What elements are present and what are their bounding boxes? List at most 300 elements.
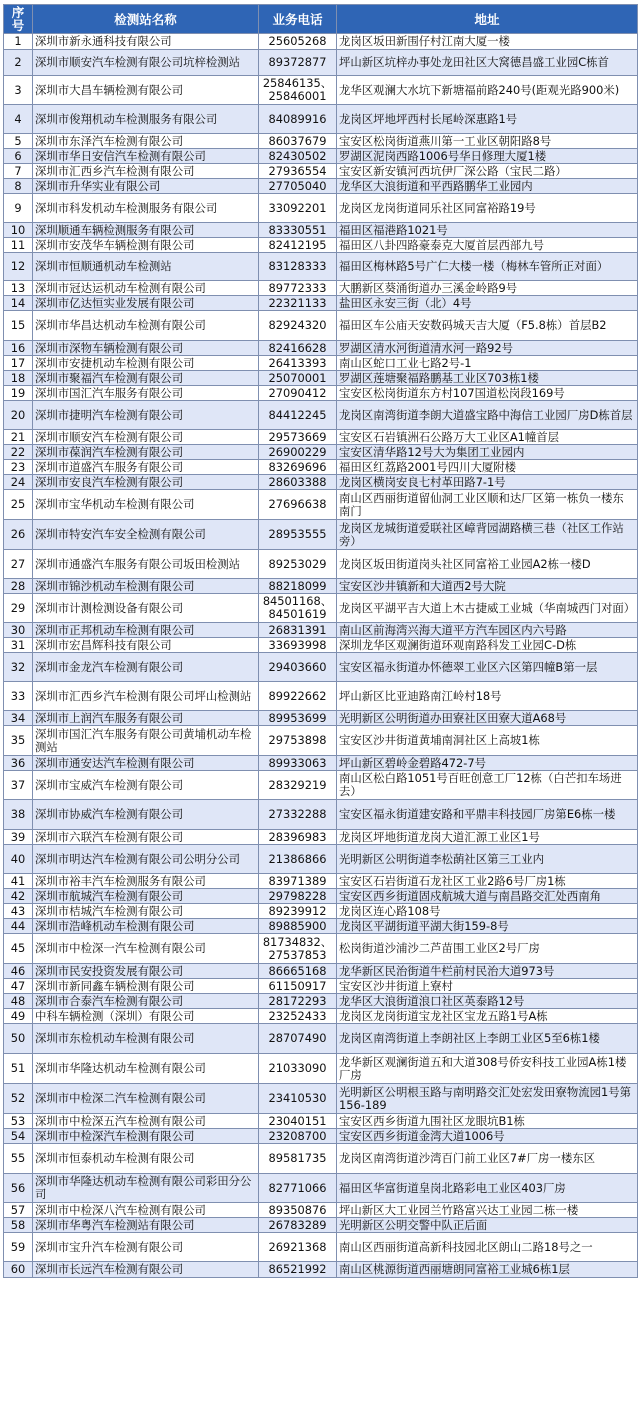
table-row	[4, 430, 638, 445]
row-index: 6	[4, 149, 33, 164]
station-address: 坪山新区坑梓办事处龙田社区大窝德昌盛工业园C栋首	[337, 50, 638, 76]
header-index: 序号	[4, 5, 33, 34]
table-row	[4, 401, 638, 430]
station-name: 深圳市正邦机动车检测有限公司	[33, 623, 259, 638]
row-index: 51	[4, 1054, 33, 1084]
station-name: 深圳市东泽汽车检测有限公司	[33, 134, 259, 149]
station-name: 深圳市裕丰汽车检测服务有限公司	[33, 874, 259, 889]
table-row	[4, 874, 638, 889]
station-name: 中科车辆检测（深圳）有限公司	[33, 1009, 259, 1024]
station-address: 罗湖区莲塘聚福路鹏基工业区703栋1楼	[337, 371, 638, 386]
station-address: 龙岗区龙岗街道宝龙社区宝龙五路1号A栋	[337, 1009, 638, 1024]
table-row	[4, 1174, 638, 1203]
row-index: 43	[4, 904, 33, 919]
phone-number: 26921368	[259, 1233, 337, 1262]
station-name: 深圳市宝升汽车检测有限公司	[33, 1233, 259, 1262]
phone-number: 23208700	[259, 1129, 337, 1144]
phone-number: 29573669	[259, 430, 337, 445]
row-index: 54	[4, 1129, 33, 1144]
station-name: 深圳市安茂华车辆检测有限公司	[33, 238, 259, 253]
row-index: 23	[4, 460, 33, 475]
row-index: 13	[4, 281, 33, 296]
row-index: 59	[4, 1233, 33, 1262]
row-index: 29	[4, 594, 33, 623]
phone-number: 61150917	[259, 979, 337, 994]
station-address: 宝安区福永街道办怀德翠工业区六区第四幢B第一层	[337, 653, 638, 682]
station-address: 福田区车公庙天安数码城天吉大厦（F5.8栋）首层B2	[337, 311, 638, 341]
row-index: 30	[4, 623, 33, 638]
header-phone: 业务电话	[259, 5, 337, 34]
table-row	[4, 845, 638, 874]
table-row	[4, 711, 638, 726]
phone-number: 26831391	[259, 623, 337, 638]
row-index: 49	[4, 1009, 33, 1024]
station-name: 深圳市聚福汽车检测有限公司	[33, 371, 259, 386]
row-index: 42	[4, 889, 33, 904]
station-name: 深圳市浩峰机动车检测有限公司	[33, 919, 259, 934]
station-address: 宝安区松岗街道东方村107国道松岗段169号	[337, 386, 638, 401]
station-address: 宝安区石岩街道石龙社区工业2路6号厂房1栋	[337, 874, 638, 889]
station-address: 南山区西丽街道高新科技园北区朗山二路18号之一	[337, 1233, 638, 1262]
row-index: 12	[4, 253, 33, 281]
table-row	[4, 1218, 638, 1233]
phone-number: 28953555	[259, 520, 337, 550]
row-index: 53	[4, 1114, 33, 1129]
table-row	[4, 800, 638, 830]
station-address: 罗湖区泥岗西路1006号华日修理大厦1楼	[337, 149, 638, 164]
phone-number: 84089916	[259, 105, 337, 134]
phone-number: 86037679	[259, 134, 337, 149]
row-index: 56	[4, 1174, 33, 1203]
station-name: 深圳市明达汽车检测有限公司公明分公司	[33, 845, 259, 874]
station-address: 宝安区西乡街道固戍航城大道与南昌路交汇处西南角	[337, 889, 638, 904]
table-row	[4, 682, 638, 711]
table-row	[4, 1084, 638, 1114]
station-address: 宝安区福永街道建安路和平鼎丰科技园厂房第E6栋一楼	[337, 800, 638, 830]
station-address: 福田区梅林路5号广仁大楼一楼（梅林车管所正对面）	[337, 253, 638, 281]
row-index: 8	[4, 179, 33, 194]
table-row	[4, 994, 638, 1009]
phone-number: 25846135、25846001	[259, 76, 337, 105]
row-index: 2	[4, 50, 33, 76]
phone-number: 25605268	[259, 34, 337, 50]
table-row	[4, 520, 638, 550]
station-address: 龙岗区横岗安良七村革田路7-1号	[337, 475, 638, 490]
table-row	[4, 296, 638, 311]
row-index: 41	[4, 874, 33, 889]
row-index: 5	[4, 134, 33, 149]
row-index: 40	[4, 845, 33, 874]
station-name: 深圳顺通车辆检测服务有限公司	[33, 223, 259, 238]
table-row	[4, 445, 638, 460]
station-address: 南山区松白路1051号百旺创意工厂12栋（白芒扣车场进去）	[337, 771, 638, 800]
phone-number: 27705040	[259, 179, 337, 194]
table-row	[4, 653, 638, 682]
station-address: 坪山新区比亚迪路南江岭村18号	[337, 682, 638, 711]
station-name: 深圳市民安投资发展有限公司	[33, 964, 259, 979]
row-index: 28	[4, 579, 33, 594]
phone-number: 89581735	[259, 1144, 337, 1174]
station-address: 盐田区永安三街（北）4号	[337, 296, 638, 311]
station-address: 南山区蛇口工业七路2号-1	[337, 356, 638, 371]
station-address: 光明新区公明根玉路与南明路交汇处宏发田寮物流园1号第156-189	[337, 1084, 638, 1114]
table-row	[4, 726, 638, 756]
table-row	[4, 281, 638, 296]
table-row	[4, 356, 638, 371]
row-index: 26	[4, 520, 33, 550]
table-header-row	[4, 5, 638, 34]
table-row	[4, 149, 638, 164]
row-index: 55	[4, 1144, 33, 1174]
station-name: 深圳市恒泰机动车检测有限公司	[33, 1144, 259, 1174]
phone-number: 82924320	[259, 311, 337, 341]
station-name: 深圳市冠达运机动车检测有限公司	[33, 281, 259, 296]
station-name: 深圳市上润汽车服务有限公司	[33, 711, 259, 726]
table-row	[4, 638, 638, 653]
phone-number: 82430502	[259, 149, 337, 164]
row-index: 9	[4, 194, 33, 223]
row-index: 44	[4, 919, 33, 934]
phone-number: 23040151	[259, 1114, 337, 1129]
row-index: 7	[4, 164, 33, 179]
row-index: 18	[4, 371, 33, 386]
station-address: 龙华区观澜大水坑下新塘福前路240号(距观光路900米)	[337, 76, 638, 105]
station-address: 龙岗区南湾街道沙湾百门前工业区7#厂房一楼东区	[337, 1144, 638, 1174]
row-index: 25	[4, 490, 33, 520]
row-index: 16	[4, 341, 33, 356]
station-name: 深圳市中检深五汽车检测有限公司	[33, 1114, 259, 1129]
station-address: 龙岗区龙城街道爱联社区嶂背园湖路横三巷（社区工作站旁）	[337, 520, 638, 550]
table-row	[4, 238, 638, 253]
phone-number: 33693998	[259, 638, 337, 653]
table-row	[4, 979, 638, 994]
station-name: 深圳市通安达汽车检测有限公司	[33, 756, 259, 771]
table-row	[4, 904, 638, 919]
table-row	[4, 34, 638, 50]
station-address: 罗湖区清水河街道清水河一路92号	[337, 341, 638, 356]
station-name: 深圳市科发机动车检测服务有限公司	[33, 194, 259, 223]
station-name: 深圳市合泰汽车检测有限公司	[33, 994, 259, 1009]
row-index: 21	[4, 430, 33, 445]
station-address: 光明新区公明街道李松蓢社区第三工业内	[337, 845, 638, 874]
table-row	[4, 475, 638, 490]
phone-number: 82416628	[259, 341, 337, 356]
phone-number: 89239912	[259, 904, 337, 919]
station-name: 深圳市长远汽车检测有限公司	[33, 1262, 259, 1278]
phone-number: 89253029	[259, 550, 337, 579]
table-row	[4, 579, 638, 594]
station-address: 福田区红荔路2001号四川大厦附楼	[337, 460, 638, 475]
phone-number: 28172293	[259, 994, 337, 1009]
phone-number: 23410530	[259, 1084, 337, 1114]
table-row	[4, 386, 638, 401]
phone-number: 29753898	[259, 726, 337, 756]
station-address: 龙岗区连心路108号	[337, 904, 638, 919]
station-address: 大鹏新区葵涌街道办三溪金岭路9号	[337, 281, 638, 296]
station-address: 光明新区公明交警中队正后面	[337, 1218, 638, 1233]
station-name: 深圳市华隆达机动车检测有限公司	[33, 1054, 259, 1084]
station-address: 坪山新区碧岭金碧路472-7号	[337, 756, 638, 771]
station-address: 福田区福港路1021号	[337, 223, 638, 238]
station-name: 深圳市航城汽车检测有限公司	[33, 889, 259, 904]
station-name: 深圳市道盛汽车服务有限公司	[33, 460, 259, 475]
station-address: 龙岗区坂田新围仔村江南大厦一楼	[337, 34, 638, 50]
station-name: 深圳市金龙汽车检测有限公司	[33, 653, 259, 682]
station-name: 深圳市桔城汽车检测有限公司	[33, 904, 259, 919]
station-address: 宝安区沙井街道黄埔南洞社区上高坡1栋	[337, 726, 638, 756]
phone-number: 26783289	[259, 1218, 337, 1233]
station-name: 深圳市升华实业有限公司	[33, 179, 259, 194]
station-address: 宝安区石岩镇洲石公路万大工业区A1幢首层	[337, 430, 638, 445]
station-address: 宝安区西乡街道九围社区龙眼坑B1栋	[337, 1114, 638, 1129]
phone-number: 28396983	[259, 830, 337, 845]
station-address: 松岗街道沙浦沙二芦苗围工业区2号厂房	[337, 934, 638, 964]
row-index: 52	[4, 1084, 33, 1114]
row-index: 31	[4, 638, 33, 653]
table-row	[4, 550, 638, 579]
row-index: 19	[4, 386, 33, 401]
phone-number: 33092201	[259, 194, 337, 223]
phone-number: 89885900	[259, 919, 337, 934]
table-row	[4, 1262, 638, 1278]
station-name: 深圳市协威汽车检测有限公司	[33, 800, 259, 830]
station-address: 宝安区西乡街道金湾大道1006号	[337, 1129, 638, 1144]
table-row	[4, 50, 638, 76]
station-name: 深圳市宝华机动车检测有限公司	[33, 490, 259, 520]
station-address: 宝安区松岗街道燕川第一工业区朝阳路8号	[337, 134, 638, 149]
table-row	[4, 594, 638, 623]
table-row	[4, 1009, 638, 1024]
row-index: 45	[4, 934, 33, 964]
phone-number: 89772333	[259, 281, 337, 296]
station-name: 深圳市安良汽车检测有限公司	[33, 475, 259, 490]
station-name: 深圳市宝威汽车检测有限公司	[33, 771, 259, 800]
table-row	[4, 964, 638, 979]
station-name: 深圳市汇西乡汽车检测有限公司坪山检测站	[33, 682, 259, 711]
phone-number: 28603388	[259, 475, 337, 490]
phone-number: 81734832、27537853	[259, 934, 337, 964]
station-address: 龙华区大浪街道浪口社区英泰路12号	[337, 994, 638, 1009]
table-row	[4, 134, 638, 149]
phone-number: 25070001	[259, 371, 337, 386]
row-index: 35	[4, 726, 33, 756]
row-index: 57	[4, 1203, 33, 1218]
row-index: 27	[4, 550, 33, 579]
station-name: 深圳市宏昌辉科技有限公司	[33, 638, 259, 653]
phone-number: 26900229	[259, 445, 337, 460]
phone-number: 23252433	[259, 1009, 337, 1024]
station-address: 福田区华富街道皇岗北路彩电工业区403厂房	[337, 1174, 638, 1203]
station-address: 南山区桃源街道西丽塘朗同富裕工业城6栋1层	[337, 1262, 638, 1278]
table-row	[4, 164, 638, 179]
station-table-wrapper	[3, 4, 637, 1278]
phone-number: 22321133	[259, 296, 337, 311]
station-address: 龙岗区南湾街道上李朗社区上李朗工业区5至6栋1楼	[337, 1024, 638, 1054]
station-name: 深圳市汇西乡汽车检测有限公司	[33, 164, 259, 179]
table-row	[4, 460, 638, 475]
table-row	[4, 76, 638, 105]
row-index: 39	[4, 830, 33, 845]
table-row	[4, 934, 638, 964]
station-name: 深圳市国汇汽车服务有限公司	[33, 386, 259, 401]
station-name: 深圳市华日安信汽车检测有限公司	[33, 149, 259, 164]
phone-number: 84501168、84501619	[259, 594, 337, 623]
row-index: 20	[4, 401, 33, 430]
phone-number: 27090412	[259, 386, 337, 401]
row-index: 24	[4, 475, 33, 490]
row-index: 15	[4, 311, 33, 341]
station-address: 龙岗区龙岗街道同乐社区同富裕路19号	[337, 194, 638, 223]
station-address: 龙华新区民治街道牛栏前村民治大道973号	[337, 964, 638, 979]
row-index: 11	[4, 238, 33, 253]
table-row	[4, 1144, 638, 1174]
station-address: 龙华新区观澜街道五和大道308号侨安科技工业园A栋1楼厂房	[337, 1054, 638, 1084]
header-address: 地址	[337, 5, 638, 34]
phone-number: 29403660	[259, 653, 337, 682]
phone-number: 89350876	[259, 1203, 337, 1218]
station-address: 宝安区沙井街道上寮村	[337, 979, 638, 994]
station-address: 宝安区新安镇河西坑伊厂深公路（宝民二路）	[337, 164, 638, 179]
station-name: 深圳市通盛汽车服务有限公司坂田检测站	[33, 550, 259, 579]
table-row	[4, 179, 638, 194]
row-index: 60	[4, 1262, 33, 1278]
phone-number: 28329219	[259, 771, 337, 800]
row-index: 34	[4, 711, 33, 726]
table-row	[4, 105, 638, 134]
table-row	[4, 1024, 638, 1054]
station-name: 深圳市俊翔机动车检测服务有限公司	[33, 105, 259, 134]
table-row	[4, 253, 638, 281]
station-address: 龙岗区平湖街道平湖大街159-8号	[337, 919, 638, 934]
row-index: 32	[4, 653, 33, 682]
phone-number: 86665168	[259, 964, 337, 979]
table-row	[4, 1203, 638, 1218]
table-row	[4, 223, 638, 238]
station-name: 深圳市六联汽车检测有限公司	[33, 830, 259, 845]
station-name: 深圳市顺安汽车检测有限公司	[33, 430, 259, 445]
row-index: 3	[4, 76, 33, 105]
row-index: 37	[4, 771, 33, 800]
phone-number: 89953699	[259, 711, 337, 726]
phone-number: 83269696	[259, 460, 337, 475]
table-row	[4, 771, 638, 800]
station-name: 深圳市大昌车辆检测有限公司	[33, 76, 259, 105]
row-index: 50	[4, 1024, 33, 1054]
phone-number: 28707490	[259, 1024, 337, 1054]
station-name: 深圳市华粤汽车检测站有限公司	[33, 1218, 259, 1233]
phone-number: 88218099	[259, 579, 337, 594]
row-index: 10	[4, 223, 33, 238]
row-index: 36	[4, 756, 33, 771]
station-name: 深圳市中检深八汽车检测有限公司	[33, 1203, 259, 1218]
table-row	[4, 1129, 638, 1144]
table-row	[4, 311, 638, 341]
table-row	[4, 371, 638, 386]
table-row	[4, 194, 638, 223]
station-name: 深圳市国汇汽车服务有限公司黄埔机动车检测站	[33, 726, 259, 756]
phone-number: 83128333	[259, 253, 337, 281]
station-name: 深圳市深物车辆检测有限公司	[33, 341, 259, 356]
row-index: 1	[4, 34, 33, 50]
station-name: 深圳市特安汽车安全检测有限公司	[33, 520, 259, 550]
phone-number: 82771066	[259, 1174, 337, 1203]
station-name: 深圳市亿达恒实业发展有限公司	[33, 296, 259, 311]
station-name: 深圳市锦沙机动车检测有限公司	[33, 579, 259, 594]
phone-number: 86521992	[259, 1262, 337, 1278]
station-address: 宝安区沙井镇新和大道西2号大院	[337, 579, 638, 594]
row-index: 48	[4, 994, 33, 1009]
station-address: 宝安区清华路12号大为集团工业园内	[337, 445, 638, 460]
phone-number: 89922662	[259, 682, 337, 711]
phone-number: 84412245	[259, 401, 337, 430]
station-address: 福田区八卦四路豪泰克大厦首层西部九号	[337, 238, 638, 253]
phone-number: 21033090	[259, 1054, 337, 1084]
station-address: 光明新区公明街道办田寮社区田寮大道A68号	[337, 711, 638, 726]
phone-number: 29798228	[259, 889, 337, 904]
table-row	[4, 1233, 638, 1262]
phone-number: 27936554	[259, 164, 337, 179]
phone-number: 83971389	[259, 874, 337, 889]
station-address: 龙岗区南湾街道李朗大道盛宝路中海信工业园厂房D栋首层	[337, 401, 638, 430]
row-index: 58	[4, 1218, 33, 1233]
station-name: 深圳市中检深二汽车检测有限公司	[33, 1084, 259, 1114]
station-address: 龙岗区坪地街道龙岗大道汇源工业区1号	[337, 830, 638, 845]
phone-number: 27696638	[259, 490, 337, 520]
table-body	[4, 34, 638, 1278]
table-row	[4, 623, 638, 638]
station-name: 深圳市华昌达机动车检测有限公司	[33, 311, 259, 341]
phone-number: 82412195	[259, 238, 337, 253]
table-row	[4, 919, 638, 934]
row-index: 47	[4, 979, 33, 994]
row-index: 46	[4, 964, 33, 979]
station-address: 坪山新区大工业园兰竹路富兴达工业园二栋一楼	[337, 1203, 638, 1218]
phone-number: 83330551	[259, 223, 337, 238]
station-name: 深圳市东检机动车检测有限公司	[33, 1024, 259, 1054]
station-address: 龙岗区坂田街道岗头社区同富裕工业园A2栋一楼D	[337, 550, 638, 579]
header-station-name: 检测站名称	[33, 5, 259, 34]
table-row	[4, 341, 638, 356]
table-row	[4, 1054, 638, 1084]
row-index: 14	[4, 296, 33, 311]
station-address: 南山区前海湾兴海大道平方汽车园区内六号路	[337, 623, 638, 638]
station-name: 深圳市捷明汽车检测有限公司	[33, 401, 259, 430]
station-name: 深圳市中检深一汽车检测有限公司	[33, 934, 259, 964]
row-index: 4	[4, 105, 33, 134]
station-address: 龙岗区平湖平吉大道上木古捷威工业城（华南城西门对面）	[337, 594, 638, 623]
station-name: 深圳市计测检测设备有限公司	[33, 594, 259, 623]
station-name: 深圳市华隆达机动车检测有限公司彩田分公司	[33, 1174, 259, 1203]
table-row	[4, 756, 638, 771]
phone-number: 21386866	[259, 845, 337, 874]
row-index: 33	[4, 682, 33, 711]
phone-number: 89372877	[259, 50, 337, 76]
station-address: 南山区西丽街道留仙洞工业区顺和达厂区第一栋负一楼东南门	[337, 490, 638, 520]
table-row	[4, 889, 638, 904]
station-name: 深圳市新同鑫车辆检测有限公司	[33, 979, 259, 994]
station-name: 深圳市葆润汽车检测有限公司	[33, 445, 259, 460]
table-row	[4, 830, 638, 845]
station-name: 深圳市恒顺通机动车检测站	[33, 253, 259, 281]
station-name: 深圳市安捷机动车检测有限公司	[33, 356, 259, 371]
table-row	[4, 1114, 638, 1129]
inspection-station-table	[3, 4, 638, 1278]
phone-number: 27332288	[259, 800, 337, 830]
station-name: 深圳市新永通科技有限公司	[33, 34, 259, 50]
station-address: 龙岗区坪地坪西村长尾岭深惠路1号	[337, 105, 638, 134]
row-index: 17	[4, 356, 33, 371]
row-index: 38	[4, 800, 33, 830]
